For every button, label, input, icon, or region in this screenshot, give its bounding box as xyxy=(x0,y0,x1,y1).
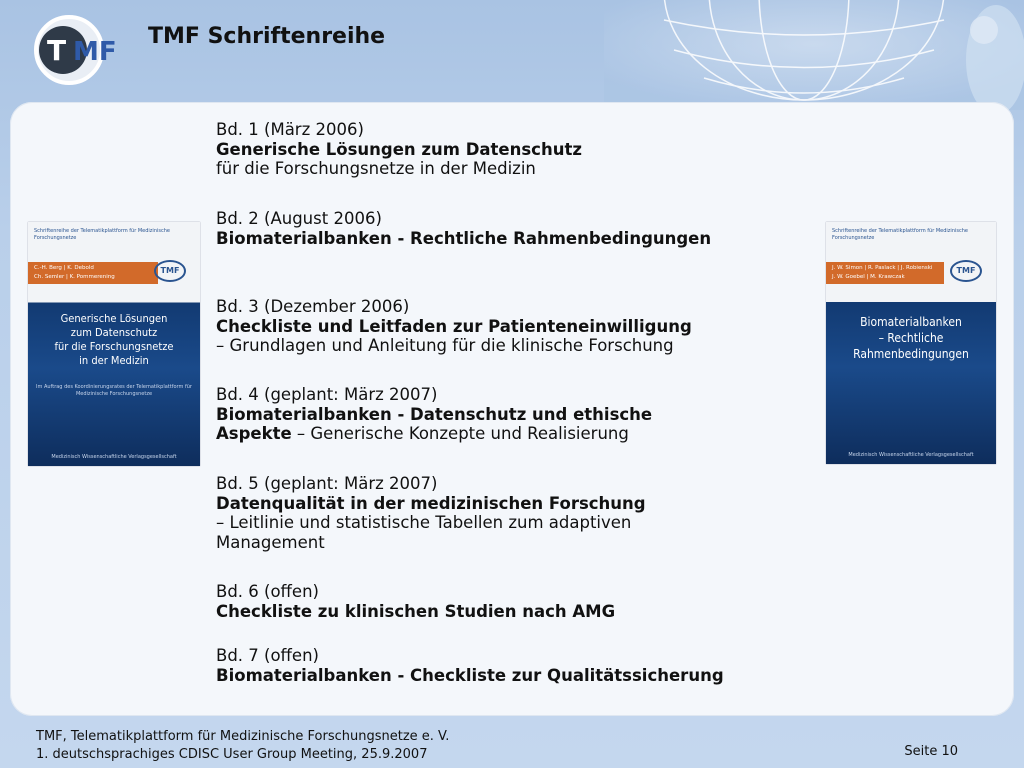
book-subtitle: Im Auftrag des Koordinierungsrates der Telematikplattform für Medizinische Forschungsnetze xyxy=(36,384,192,397)
footer-organization: TMF, Telematikplattform für Medizinische Forschungsnetze e. V. xyxy=(36,729,450,744)
list-item: Bd. 1 (März 2006) Generische Lösungen zum Datenschutz für die Forschungsnetze in der Medizin xyxy=(216,120,582,178)
book-authors: J. W. Simon | R. Paslack | J. Robienski J. W. Goebel | M. Krawczak xyxy=(826,262,944,284)
list-item: Bd. 3 (Dezember 2006) Checkliste und Leitfaden zur Patienteneinwilligung – Grundlagen und Anleitung für die klinische Forschung xyxy=(216,297,692,355)
slide-footer xyxy=(36,728,449,764)
footer-event: 1. deutschsprachiges CDISC User Group Meeting, 25.9.2007 xyxy=(36,747,428,762)
list-item: Bd. 5 (geplant: März 2007) Datenqualität in der medizinischen Forschung – Leitlinie und statistische Tabellen zum adaptiven Management xyxy=(216,474,646,552)
book-title: Biomaterialbanken – Rechtliche Rahmenbedingungen xyxy=(853,315,969,361)
globe-graphic xyxy=(604,0,1024,110)
list-item: Bd. 7 (offen) Biomaterialbanken - Checkliste zur Qualitätssicherung xyxy=(216,646,724,685)
book-tmf-logo: TMF xyxy=(950,260,982,282)
svg-text:T: T xyxy=(47,34,67,67)
book-publisher: Medizinisch Wissenschaftliche Verlagsgesellschaft xyxy=(848,452,974,458)
slide-title: TMF Schriftenreihe xyxy=(148,24,386,49)
book-cover-right xyxy=(826,222,996,464)
book-authors: C.-H. Berg | K. Debold Ch. Semler | K. Pommerening xyxy=(28,262,158,284)
book-title: Generische Lösungen zum Datenschutz für die Forschungsnetze in der Medizin xyxy=(54,312,174,367)
book-series: Schriftenreihe der Telematikplattform für Medizinische Forschungsnetze xyxy=(34,228,170,241)
book-publisher: Medizinisch Wissenschaftliche Verlagsgesellschaft xyxy=(51,454,177,460)
book-series: Schriftenreihe der Telematikplattform für Medizinische Forschungsnetze xyxy=(832,228,968,241)
list-item: Bd. 2 (August 2006) Biomaterialbanken - Rechtliche Rahmenbedingungen xyxy=(216,209,712,248)
slide-header xyxy=(0,0,1024,100)
book-cover-left xyxy=(28,222,200,466)
tmf-logo xyxy=(33,14,127,86)
svg-text:MF: MF xyxy=(73,37,117,67)
list-item: Bd. 4 (geplant: März 2007) Biomaterialbanken - Datenschutz und ethische Aspekte – Generische Konzepte und Realisierung xyxy=(216,385,653,443)
book-tmf-logo: TMF xyxy=(154,260,186,282)
page-number: Seite 10 xyxy=(904,744,958,759)
list-item: Bd. 6 (offen) Checkliste zu klinischen Studien nach AMG xyxy=(216,582,616,621)
